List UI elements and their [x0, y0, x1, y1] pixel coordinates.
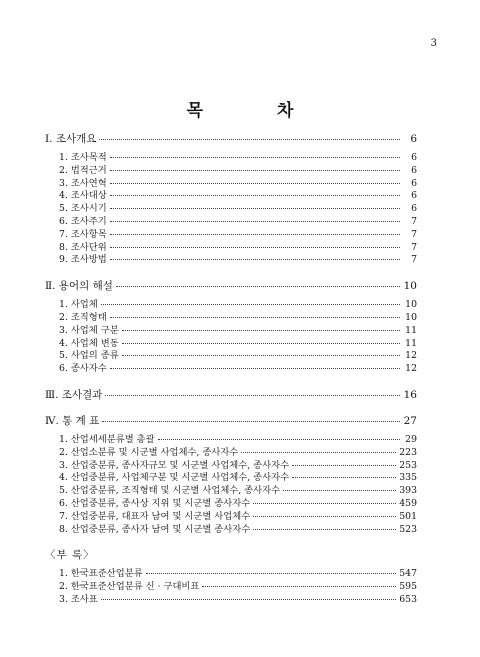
item-page: 7	[411, 254, 417, 266]
dot-leader	[110, 157, 400, 158]
dot-leader	[110, 317, 400, 318]
section-page: 10	[403, 280, 417, 293]
item-label: 4. 사업체 변동	[59, 337, 119, 349]
item-page: 595	[399, 581, 417, 593]
item-label: 6. 조사주기	[59, 215, 107, 227]
item-label: 1. 산업세세분류별 총괄	[59, 433, 155, 445]
toc-item[interactable]	[59, 568, 417, 581]
toc-item[interactable]	[59, 363, 417, 376]
item-page: 653	[399, 593, 417, 605]
toc-item[interactable]	[59, 325, 417, 338]
toc-item[interactable]	[59, 581, 417, 594]
toc-item[interactable]	[59, 190, 417, 203]
dot-leader	[110, 368, 400, 369]
item-label: 3. 조사표	[59, 593, 98, 605]
item-page: 7	[411, 215, 417, 227]
toc-item[interactable]	[59, 203, 417, 216]
toc-item[interactable]	[59, 178, 417, 191]
item-label: 8. 산업중분류, 종사자 남여 및 시군별 종사자수	[59, 523, 251, 535]
dot-leader	[253, 503, 396, 504]
toc-item[interactable]	[59, 498, 417, 511]
item-page: 6	[411, 164, 417, 176]
toc-item[interactable]	[59, 472, 417, 485]
toc-section-2[interactable]	[45, 279, 417, 293]
dot-leader	[241, 452, 396, 453]
dot-leader	[110, 234, 400, 235]
dot-leader	[110, 221, 400, 222]
item-page: 10	[405, 299, 417, 311]
item-label: 7. 조사항목	[59, 228, 107, 240]
dot-leader	[110, 183, 400, 184]
toc-item[interactable]	[59, 312, 417, 325]
toc-item[interactable]	[59, 350, 417, 363]
dot-leader	[110, 195, 400, 196]
appendix-heading: 〈부 록〉	[45, 549, 95, 562]
dot-leader	[102, 421, 400, 422]
item-label: 5. 조사시기	[59, 203, 107, 215]
dot-leader	[101, 599, 396, 600]
dot-leader	[105, 395, 400, 396]
section-label: Ⅲ. 조사결과	[45, 388, 103, 401]
item-label: 9. 조사방법	[59, 254, 107, 266]
item-page: 547	[399, 568, 417, 580]
item-page: 6	[411, 177, 417, 189]
dot-leader	[253, 516, 396, 517]
toc-item[interactable]	[59, 524, 417, 537]
toc-title: 목 차	[186, 101, 328, 121]
dot-leader	[116, 286, 400, 287]
dot-leader	[110, 259, 400, 260]
toc-item[interactable]	[59, 434, 417, 447]
dot-leader	[110, 170, 400, 171]
item-page: 11	[405, 337, 417, 349]
toc-item[interactable]	[59, 254, 417, 267]
toc-item[interactable]	[59, 460, 417, 473]
item-label: 2. 한국표준산업분류 신 · 구대비표	[59, 581, 200, 593]
item-page: 393	[399, 485, 417, 497]
dot-leader	[110, 208, 400, 209]
dot-leader	[122, 343, 400, 344]
page-number: 3	[430, 38, 437, 49]
item-page: 6	[411, 190, 417, 202]
dot-leader	[122, 355, 400, 356]
dot-leader	[292, 477, 396, 478]
item-label: 3. 조사연혁	[59, 177, 107, 189]
item-page: 6	[411, 203, 417, 215]
dot-leader	[99, 139, 400, 140]
item-label: 2. 조직형태	[59, 311, 107, 323]
item-page: 459	[399, 497, 417, 509]
dot-leader	[101, 304, 400, 305]
item-page: 12	[405, 350, 417, 362]
item-label: 3. 산업중분류, 종사자규모 및 시군별 사업체수, 종사자수	[59, 459, 290, 471]
item-page: 11	[405, 324, 417, 336]
section-label: Ⅱ. 용어의 해설	[45, 280, 113, 293]
toc-item[interactable]	[59, 485, 417, 498]
item-label: 1. 사업체	[59, 299, 98, 311]
table-of-contents	[45, 132, 417, 607]
item-page: 10	[405, 311, 417, 323]
toc-item[interactable]	[59, 229, 417, 242]
toc-item[interactable]	[59, 338, 417, 351]
item-label: 6. 종사자수	[59, 363, 107, 375]
item-page: 7	[411, 241, 417, 253]
toc-item[interactable]	[59, 242, 417, 255]
toc-section-1[interactable]	[45, 132, 417, 146]
dot-leader	[253, 529, 396, 530]
item-page: 335	[399, 472, 417, 484]
item-label: 8. 조사단위	[59, 241, 107, 253]
section-label: Ⅳ. 통 계 표	[45, 414, 100, 427]
item-label: 3. 사업체 구분	[59, 324, 119, 336]
section-page: 6	[410, 133, 417, 145]
item-label: 5. 사업의 종류	[59, 350, 119, 362]
dot-leader	[283, 490, 396, 491]
item-page: 29	[405, 433, 417, 445]
dot-leader	[146, 573, 397, 574]
toc-item[interactable]	[59, 216, 417, 229]
item-page: 501	[399, 510, 417, 522]
item-label: 2. 산업소분류 및 시군별 사업체수, 종사자수	[59, 446, 239, 458]
dot-leader	[110, 247, 400, 248]
toc-item[interactable]	[59, 447, 417, 460]
dot-leader	[292, 465, 396, 466]
item-page: 6	[411, 152, 417, 163]
item-page: 253	[399, 459, 417, 471]
toc-item[interactable]	[59, 511, 417, 524]
item-label: 2. 법적근거	[59, 164, 107, 176]
toc-item[interactable]	[59, 152, 417, 165]
item-label: 6. 산업중분류, 종사상 지위 및 시군별 종사자수	[59, 497, 251, 509]
section-page: 16	[403, 388, 417, 401]
dot-leader	[122, 330, 400, 331]
toc-section-4[interactable]	[45, 414, 417, 428]
item-label: 1. 한국표준산업분류	[59, 568, 143, 580]
item-page: 12	[405, 363, 417, 375]
section-page: 27	[403, 414, 417, 427]
item-label: 4. 조사대상	[59, 190, 107, 202]
toc-item[interactable]	[59, 594, 417, 607]
item-label: 4. 산업중분류, 사업체구분 및 시군별 사업체수, 종사자수	[59, 472, 290, 484]
item-page: 223	[399, 446, 417, 458]
item-label: 7. 산업중분류, 대표자 남여 및 시군별 사업체수	[59, 510, 251, 522]
dot-leader	[202, 586, 396, 587]
item-page: 523	[399, 523, 417, 535]
item-label: 1. 조사목적	[59, 152, 107, 163]
toc-section-3[interactable]	[45, 388, 417, 402]
item-label: 5. 산업중분류, 조직형태 및 시군별 사업체수, 종사자수	[59, 485, 281, 497]
toc-item[interactable]	[59, 299, 417, 312]
item-page: 7	[411, 228, 417, 240]
toc-item[interactable]	[59, 165, 417, 178]
dot-leader	[158, 439, 400, 440]
section-label: Ⅰ. 조사개요	[45, 133, 97, 145]
